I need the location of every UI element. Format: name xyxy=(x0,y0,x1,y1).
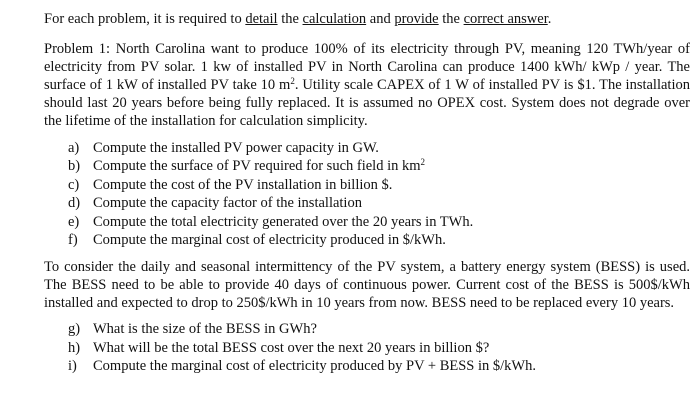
question-list-1 xyxy=(44,139,690,249)
instructions-prefix: For each problem, it is required to xyxy=(44,11,246,27)
question-item-i xyxy=(68,357,690,375)
question-letter: a) xyxy=(68,140,80,156)
question-text: What will be the total BESS cost over the next 20 years in billion $? xyxy=(93,339,490,356)
question-item-d xyxy=(68,194,690,212)
problem-1-statement xyxy=(44,40,690,130)
bess-paragraph: To consider the daily and seasonal intermittency of the PV system, a battery energy system (BESS) is used. The BESS need to be able to provide 40 days of continuous power. Current cost of the BESS is 500$/kWh installed and expected to drop to 250$/kWh in 10 years from now. BESS need to be replaced every 10 years. xyxy=(44,259,690,312)
question-text: Compute the capacity factor of the installation xyxy=(93,195,362,212)
question-list-2 xyxy=(44,320,690,375)
question-text: Compute the installed PV power capacity in GW. xyxy=(93,140,379,156)
instructions-calculation: calculation xyxy=(302,11,367,27)
question-item-c xyxy=(68,176,690,194)
question-text: Compute the marginal cost of electricity produced in $/kWh. xyxy=(93,232,446,249)
instructions-line xyxy=(44,10,690,28)
question-letter: b) xyxy=(68,158,81,175)
instructions-provide: provide xyxy=(394,11,439,27)
question-letter: h) xyxy=(68,339,81,356)
instructions-and: and xyxy=(366,11,395,27)
instructions-detail: detail xyxy=(245,11,278,27)
question-text: Compute the total electricity generated over the 20 years in TWh. xyxy=(93,213,474,230)
question-item-b xyxy=(68,157,690,175)
instructions-the-1: the xyxy=(277,11,303,27)
question-text: Compute the cost of the PV installation in billion $. xyxy=(93,176,393,193)
question-item-g xyxy=(68,320,690,338)
question-superscript: 2 xyxy=(420,157,426,168)
question-item-h xyxy=(68,339,690,357)
problem-1-text-a: Problem 1: North Carolina want to produce 100% of its electricity through PV, meaning 120 TWh/year of electricity from PV solar. 1 kw of installed PV in North Carolina can produce 1400 kWh/ kWp / year. The surface of 1 kW of installed PV take 10 m xyxy=(44,41,690,93)
question-letter: f) xyxy=(68,232,78,249)
question-text-wrapper xyxy=(93,157,425,175)
instructions-the-2: the xyxy=(438,11,464,27)
question-letter: g) xyxy=(68,321,81,338)
question-letter: c) xyxy=(68,176,80,193)
question-text: What is the size of the BESS in GWh? xyxy=(93,321,317,338)
question-item-e xyxy=(68,213,690,231)
question-item-f xyxy=(68,231,690,249)
question-text: Compute the marginal cost of electricity produced by PV + BESS in $/kWh. xyxy=(93,358,536,375)
question-letter: d) xyxy=(68,195,81,212)
question-letter: i) xyxy=(68,358,77,375)
instructions-correct-answer: correct answer xyxy=(463,11,548,27)
question-letter: e) xyxy=(68,213,80,230)
instructions-suffix: . xyxy=(547,11,552,27)
question-item-a xyxy=(68,139,690,157)
problem-1-superscript: 2 xyxy=(290,76,295,86)
problem-1-text-b: . Utility scale CAPEX of 1 W of installed PV is $1. The installation should last 20 years before being fully replaced. It is assumed no OPEX cost. System does not degrade over the lifetime of the installation for calculation simplicity. xyxy=(44,77,690,129)
question-text: Compute the surface of PV required for such field in km xyxy=(93,158,421,175)
